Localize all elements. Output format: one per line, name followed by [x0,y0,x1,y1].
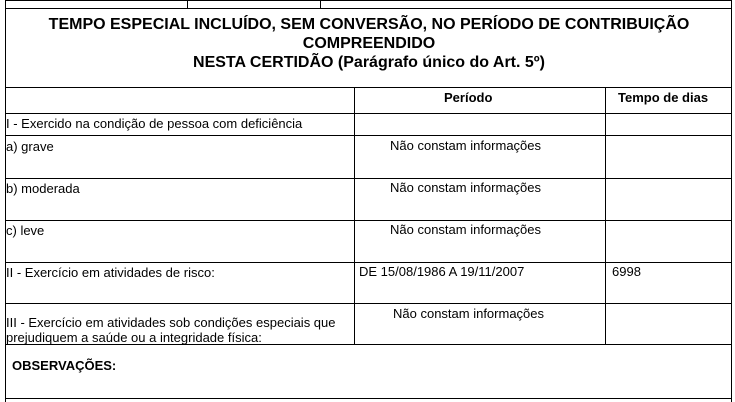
title-line-2: COMPREENDIDO [302,35,436,52]
top-strip-divider [320,0,321,8]
row-periodo-moderada: Não constam informações [390,180,542,195]
row-periodo-leve: Não constam informações [390,222,542,237]
row-tempo-atividades-de-risco: 6998 [612,264,641,279]
row-divider [5,113,731,114]
row-divider [5,262,731,263]
row-label-moderada: b) moderada [6,181,80,196]
row-label-grave: a) grave [6,139,54,154]
row-label-atividades-de-risco: II - Exercício em atividades de risco: [6,265,215,280]
row-periodo-atividades-de-risco: DE 15/08/1986 A 19/11/2007 [359,264,525,279]
row-divider [5,303,731,304]
observacoes-label: OBSERVAÇÕES: [12,358,117,373]
observacoes-bottom-border [5,398,731,399]
section-i-label: I - Exercido na condição de pessoa com deficiência [6,116,303,131]
row-label-leve: c) leve [6,223,45,238]
row-divider [5,135,731,136]
row-divider [5,178,731,179]
title-line-1: TEMPO ESPECIAL INCLUÍDO, SEM CONVERSÃO, NO PERÍODO DE CONTRIBUIÇÃO [48,16,690,33]
row-label-condicoes-especiais-line-2: prejudiquem a saúde ou a integridade física: [6,330,262,345]
row-divider [5,220,731,221]
header-tempo-de-dias: Tempo de dias [618,90,709,105]
row-periodo-condicoes-especiais: Não constam informações [393,306,545,321]
section-title [6,15,732,72]
header-periodo: Período [444,90,493,105]
row-label-condicoes-especiais-line-1: III - Exercício em atividades sob condições especiais que [6,315,336,330]
table-top-border [5,87,731,88]
column-divider [605,87,606,344]
title-line-3: NESTA CERTIDÃO (Parágrafo único do Art. 5º) [193,54,545,71]
top-strip-divider [187,0,188,8]
top-strip-bottom-border [5,8,731,9]
column-divider [354,87,355,344]
row-periodo-grave: Não constam informações [390,138,542,153]
top-strip-border [5,0,731,1]
